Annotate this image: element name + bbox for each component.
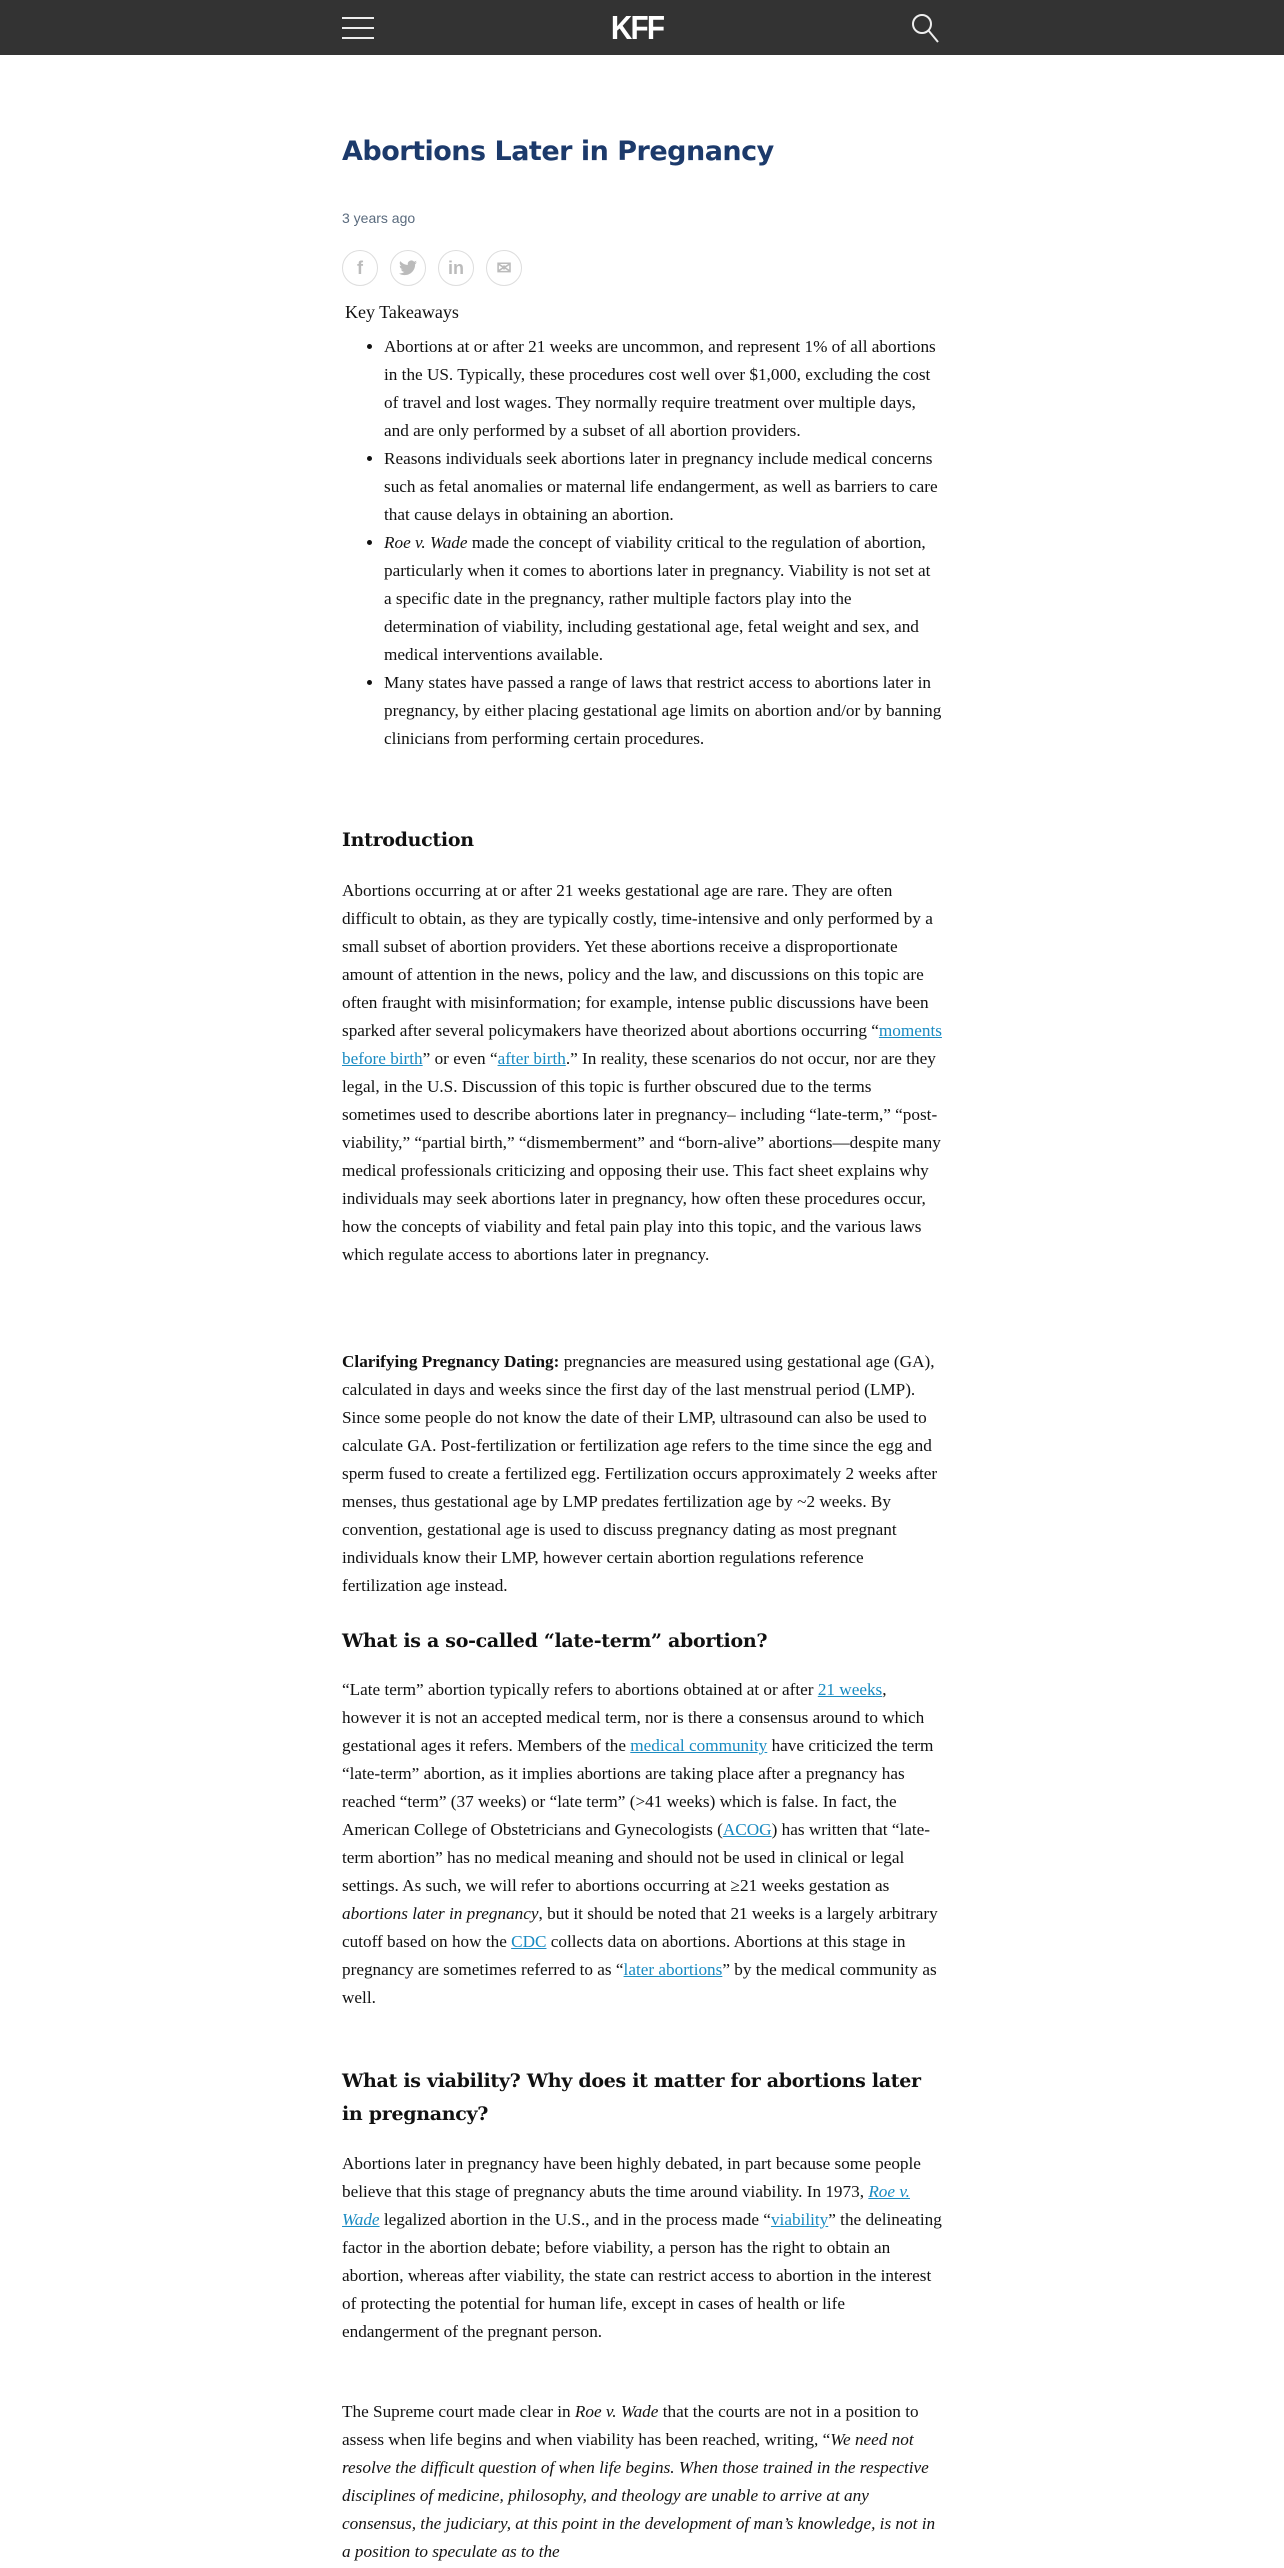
inline-link[interactable]: Roe v. Wade xyxy=(342,2182,910,2229)
inline-link[interactable]: later abortions xyxy=(623,1960,723,1979)
viability-paragraph xyxy=(342,2150,942,2346)
text-run: ” or even “ xyxy=(422,1049,498,1068)
text-run: “Late term” abortion typically refers to abortions obtained at or after xyxy=(342,1680,818,1699)
text-run: collects data on abortions. Abortions at this stage in pregnancy are sometimes referred to as “ xyxy=(342,1932,906,1979)
section-heading-introduction: Introduction xyxy=(342,829,474,851)
facebook-share-icon[interactable]: f xyxy=(342,250,378,286)
text-run: Abortions at or after 21 weeks are uncommon, and represent 1% of all abortions in the US. Typically, these procedures cost well over $1,000, excluding the cost of travel and lost wages. They normally require treatment over multiple days, and are only performed by a subset of all abortion providers. xyxy=(384,337,936,440)
text-run: , but it should be noted that 21 weeks is a largely arbitrary cutoff based on how the xyxy=(342,1904,938,1951)
bold-lead: Clarifying Pregnancy Dating: xyxy=(342,1352,560,1371)
share-buttons xyxy=(342,250,522,286)
intro-paragraph xyxy=(342,877,942,1269)
inline-link[interactable]: after birth xyxy=(497,1049,566,1068)
email-share-icon[interactable]: ✉ xyxy=(486,250,522,286)
text-run: made the concept of viability critical to the regulation of abortion, particularly when it comes to abortions later in pregnancy. Viability is not set at a specific date in the pregnancy, rather multiple factors play into the determination of viability, including gestational age, fetal weight and sex, and medical interventions available. xyxy=(384,533,931,664)
supreme-court-paragraph xyxy=(342,2398,942,2566)
text-run: We need not resolve the difficult question of when life begins. When those trained in the respective disciplines of medicine, philosophy, and theology are unable to arrive at any consensus, the judiciary, at this point in the development of man’s knowledge, is not in a position to speculate as to the xyxy=(342,2430,936,2561)
text-run: ) has written that “late-term abortion” has no medical meaning and should not be used in clinical or legal settings. As such, we will refer to abortions occurring at ≥21 weeks gestation as xyxy=(342,1820,931,1895)
linkedin-share-icon[interactable]: in xyxy=(438,250,474,286)
publish-date: 3 years ago xyxy=(342,210,416,226)
takeaway-item xyxy=(384,669,942,753)
inline-link[interactable]: moments before birth xyxy=(342,1021,942,1068)
text-run: .” In reality, these scenarios do not occur, nor are they legal, in the U.S. Discussion of this topic is further obscured due to the terms sometimes used to describe abortions later in pregnancy– including “late-term,” “post-viability,” “partial birth,” “dismemberment” and “born-alive” abortions—despite many medical professionals criticizing and opposing their use. This fact sheet explains why individuals may seek abortions later in pregnancy, how often these procedures occur, how the concepts of viability and fetal pain play into this topic, and the various laws which regulate access to abortions later in pregnancy. xyxy=(342,1049,941,1264)
page-title: Abortions Later in Pregnancy xyxy=(342,136,774,167)
text-run: have criticized the term “late-term” abortion, as it implies abortions are taking place after a pregnancy has reached “term” (37 weeks) or “late term” (>41 weeks) which is false. In fact, the American College of Obstetricians and Gynecologists ( xyxy=(342,1736,934,1839)
top-navigation-bar xyxy=(0,0,1284,55)
key-takeaways-label: Key Takeaways xyxy=(345,302,459,322)
inline-link[interactable]: CDC xyxy=(511,1932,547,1951)
section-heading-late-term: What is a so-called “late-term” abortion? xyxy=(342,1630,768,1652)
text-run: Many states have passed a range of laws that restrict access to abortions later in pregnancy, by either placing gestational age limits on abortion and/or by banning clinicians from performing certain procedures. xyxy=(384,673,942,748)
section-heading-viability: What is viability? Why does it matter for abortions later in pregnancy? xyxy=(342,2070,921,2125)
inline-link[interactable]: 21 weeks xyxy=(817,1680,883,1699)
text-run: , however it is not an accepted medical term, nor is there a consensus around to which gestational ages it refers. Members of the xyxy=(342,1680,925,1755)
text-run: abortions later in pregnancy xyxy=(342,1904,539,1923)
twitter-share-icon[interactable] xyxy=(390,250,426,286)
text-run: The Supreme court made clear in xyxy=(342,2402,575,2421)
text-run: Abortions occurring at or after 21 weeks gestational age are rare. They are often difficult to obtain, as they are typically costly, time-intensive and only performed by a small subset of abortion providers. Yet these abortions receive a disproportionate amount of attention in the news, policy and the law, and discussions on this topic are often fraught with misinformation; for example, intense public discussions have been sparked after several policymakers have theorized about abortions occurring “ xyxy=(342,881,933,1040)
late-term-paragraph xyxy=(342,1676,942,2012)
text-run: Roe v. Wade xyxy=(574,2402,659,2421)
text-run: ” by the medical community as well. xyxy=(342,1960,937,2007)
hamburger-menu-icon[interactable] xyxy=(342,15,374,41)
text-run: that the courts are not in a position to assess when life begins and when viability has been reached, writing, “ xyxy=(342,2402,919,2449)
key-takeaways-list xyxy=(342,333,942,753)
takeaway-item xyxy=(384,333,942,445)
takeaway-item xyxy=(384,445,942,529)
pregnancy-dating-paragraph xyxy=(342,1348,942,1600)
kff-logo[interactable]: KFF xyxy=(610,9,664,46)
inline-link[interactable]: ACOG xyxy=(722,1820,772,1839)
text-run: Abortions later in pregnancy have been highly debated, in part because some people believe that this stage of pregnancy abuts the time around viability. In 1973, xyxy=(342,2154,921,2201)
text-run: pregnancies are measured using gestational age (GA), calculated in days and weeks since the first day of the last menstrual period (LMP). Since some people do not know the date of their LMP, ultrasound can also be used to calculate GA. Post-fertilization or fertilization age refers to the time since the egg and sperm fused to create a fertilized egg. Fertilization occurs approximately 2 weeks after menses, thus gestational age by LMP predates fertilization age by ~2 weeks. By convention, gestational age is used to discuss pregnancy dating as most pregnant individuals know their LMP, however certain abortion regulations reference fertilization age instead. xyxy=(342,1352,938,1595)
inline-link[interactable]: medical community xyxy=(630,1736,768,1755)
search-icon[interactable] xyxy=(910,12,940,44)
text-run: Reasons individuals seek abortions later in pregnancy include medical concerns such as fetal anomalies or maternal life endangerment, as well as barriers to care that cause delays in obtaining an abortion. xyxy=(384,449,938,524)
takeaway-item xyxy=(384,529,942,669)
text-run: ” the delineating factor in the abortion debate; before viability, a person has the right to obtain an abortion, whereas after viability, the state can restrict access to abortion in the interest of protecting the potential for human life, except in cases of health or life endangerment of the pregnant person. xyxy=(342,2210,942,2341)
text-run: legalized abortion in the U.S., and in the process made “ xyxy=(379,2210,771,2229)
text-run: Roe v. Wade xyxy=(384,533,468,552)
inline-link[interactable]: viability xyxy=(770,2210,829,2229)
